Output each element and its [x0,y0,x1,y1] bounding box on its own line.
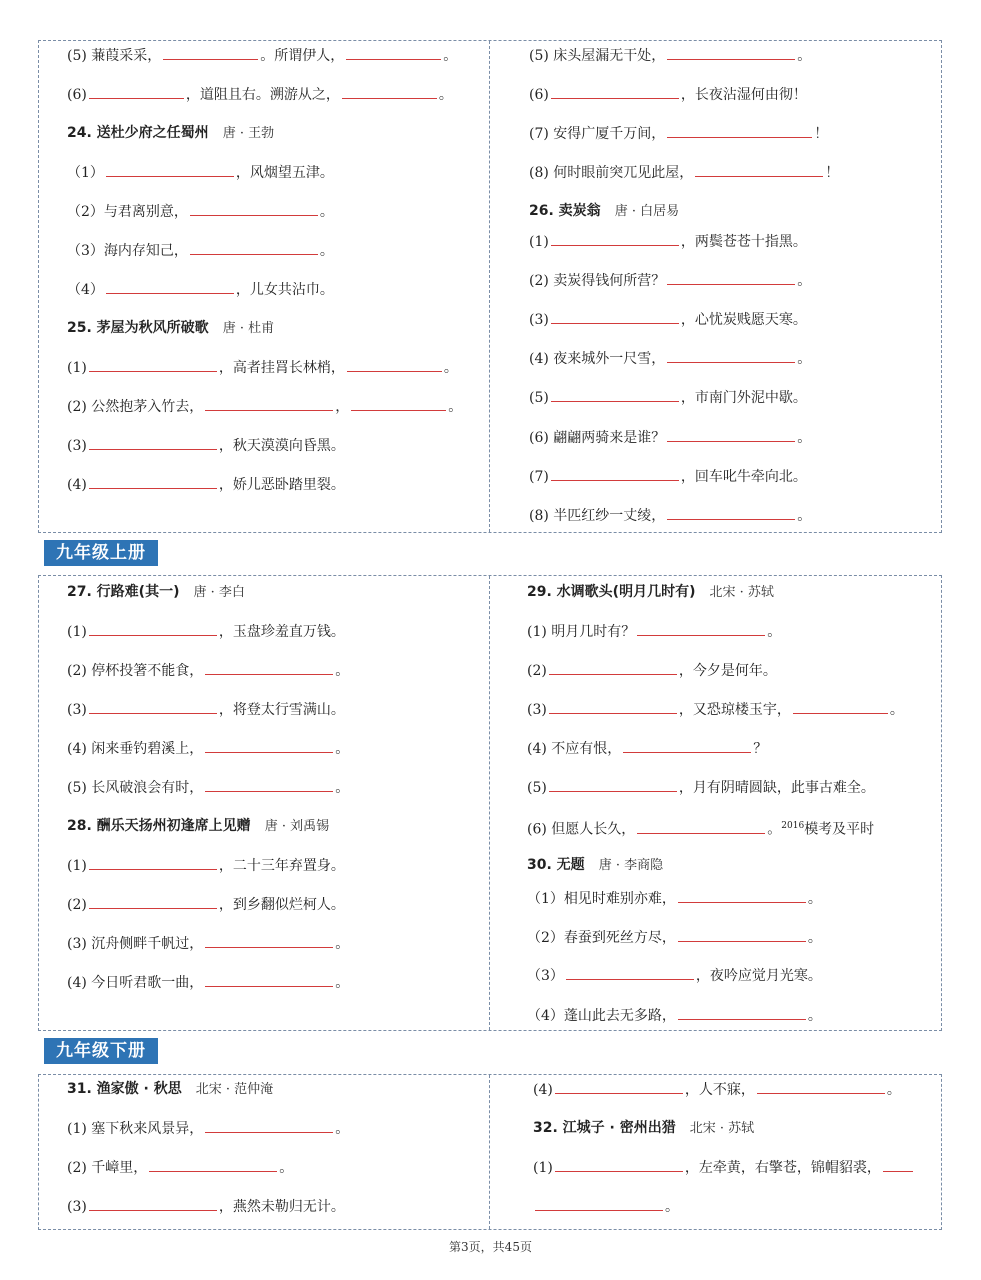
line-text: (2) 停杯投箸不能食， [67,663,204,679]
answer-blank[interactable] [89,855,217,870]
line-text: 。 [807,930,822,946]
line-text: ！ [825,165,840,181]
line-text: (1) 明月几时有？ [527,624,636,640]
fill-in-line [527,816,874,836]
poem-title-text: 26. 卖炭翁 [529,203,601,219]
fill-in-line [529,309,807,329]
column-divider [489,41,490,532]
line-text: (3) [529,312,549,328]
line-text: (4) [533,1082,553,1098]
line-text: 。 [886,1082,901,1098]
line-text: ，左牵黄，右擎苍，锦帽貂裘， [684,1160,881,1176]
poem-author: 唐 · 李白 [193,585,245,600]
column-divider [489,576,490,1030]
answer-blank[interactable] [637,621,765,636]
poem-author: 北宋 · 范仲淹 [195,1082,274,1097]
answer-blank[interactable] [667,505,795,520]
line-text: 。所谓伊人， [260,48,345,64]
line-text: ，又恐琼楼玉宇， [678,702,791,718]
line-text: 。 [335,936,350,952]
fill-in-line [67,474,345,494]
line-text: 。 [335,663,350,679]
poem-title [533,1118,754,1138]
line-text: 。 [767,624,782,640]
answer-blank[interactable] [190,240,318,255]
line-text: (1) 塞下秋来风景异， [67,1121,204,1137]
answer-blank[interactable] [89,474,217,489]
fill-in-line [529,505,811,525]
poem-author: 唐 · 王勃 [222,126,275,141]
line-text: (6) 翩翩两骑来是谁？ [529,430,666,446]
answer-blank[interactable] [89,894,217,909]
line-text: (6) [67,87,87,103]
fill-in-line [67,45,457,65]
answer-blank[interactable] [549,699,677,714]
answer-blank[interactable] [667,270,795,285]
line-text: (5) 长风破浪会有时， [67,780,204,796]
answer-blank[interactable] [190,201,318,216]
line-text: 。 [335,741,350,757]
fill-in-line [67,738,349,758]
line-text: (4) 夜来城外一尺雪， [529,351,666,367]
answer-blank[interactable] [555,1079,683,1094]
fill-in-line [67,894,345,914]
answer-blank[interactable] [637,819,765,834]
line-text: ，心忧炭贱愿天寒。 [680,312,807,328]
line-text: 。 [448,399,463,415]
poem-author: 北宋 · 苏轼 [689,1121,755,1136]
line-text: 模考及平时 [804,821,875,838]
fill-in-line [67,435,345,455]
answer-blank[interactable] [678,1005,806,1020]
line-text: (5) [527,780,547,796]
line-text: ，到乡翻似烂柯人。 [218,897,345,913]
answer-blank[interactable] [535,1196,663,1211]
fill-in-line [527,1005,822,1025]
poem-title-text: 25. 茅屋为秋风所破歌 [67,320,209,336]
line-text: （2）与君离别意， [67,204,188,220]
line-text: (4) 不应有恨， [527,741,622,757]
line-text: ，二十三年弃置身。 [218,858,345,874]
line-text: (5) 床头屋漏无干处， [529,48,666,64]
line-text: 。 [797,48,812,64]
line-text: ，人不寐， [684,1082,755,1098]
line-text: (3) [67,1199,87,1215]
fill-in-line [529,387,807,407]
answer-blank[interactable] [89,699,217,714]
line-text: （4）蓬山此去无多路， [527,1008,676,1024]
fill-in-line [527,777,875,797]
line-text: (2) 千嶂里， [67,1160,148,1176]
line-text: ，夜吟应觉月光寒。 [695,968,822,984]
fill-in-line [67,777,349,797]
fill-in-line [67,855,345,875]
fill-in-line [67,621,345,641]
fill-in-line [527,699,904,719]
poem-title-text: 30. 无题 [527,857,585,873]
poem-title [527,855,663,875]
line-text: (1) [67,624,87,640]
line-text: 。 [767,821,782,838]
column-divider [489,1075,490,1229]
line-text: （1）相见时难别亦难， [527,891,676,907]
fill-in-line [527,927,822,947]
answer-blank[interactable] [549,777,677,792]
fill-in-line [67,1118,349,1138]
line-text: (3) [67,702,87,718]
answer-blank[interactable] [89,357,217,372]
answer-blank[interactable] [551,231,679,246]
superscript-text: 2016 [781,821,805,831]
answer-blank[interactable] [623,738,751,753]
line-text: (4) 闲来垂钓碧溪上， [67,741,204,757]
line-text: ，回车叱牛牵向北。 [680,469,807,485]
answer-blank[interactable] [678,927,806,942]
poem-author: 唐 · 李商隐 [598,858,664,873]
line-text: (5) [529,390,549,406]
answer-blank[interactable] [667,45,795,60]
line-text: (1) [529,234,549,250]
line-text: ，道阻且右。溯游从之， [185,87,340,103]
line-text: 。 [443,48,458,64]
line-text: ，风烟望五津。 [235,165,334,181]
line-text: 。 [279,1160,294,1176]
line-text: 。 [335,975,350,991]
line-text: (6) 但愿人长久， [527,821,636,838]
line-text: 。 [438,87,453,103]
fill-in-line [527,660,777,680]
line-text: ，今夕是何年。 [678,663,777,679]
answer-blank[interactable] [89,435,217,450]
worksheet-box-2 [38,575,942,1031]
line-text: ？ [753,741,768,757]
poem-title [67,318,274,338]
poem-author: 唐 · 杜甫 [222,321,275,336]
answer-blank[interactable] [667,123,812,138]
answer-blank[interactable] [205,1118,333,1133]
poem-title-text: 29. 水调歌头(明月几时有) [527,584,696,600]
line-text: 。 [335,780,350,796]
line-text: ，两鬓苍苍十指黑。 [680,234,807,250]
line-text: ，市南门外泥中歇。 [680,390,807,406]
answer-blank[interactable] [106,162,234,177]
poem-title [67,1079,273,1099]
line-text: (2) 卖炭得钱何所营？ [529,273,666,289]
fill-in-line [529,466,807,486]
line-text: 。 [319,243,334,259]
line-text: ，儿女共沾巾。 [235,282,334,298]
answer-blank[interactable] [205,660,333,675]
line-text: 。 [797,430,812,446]
poem-author: 唐 · 白居易 [614,204,680,219]
answer-blank[interactable] [551,466,679,481]
line-text: ，将登太行雪满山。 [218,702,345,718]
line-text: 。 [319,204,334,220]
poem-title-text: 31. 渔家傲 · 秋思 [67,1081,182,1097]
answer-blank[interactable] [566,965,694,980]
poem-title-text: 28. 酬乐天扬州初逢席上见赠 [67,818,251,834]
fill-in-line [67,699,345,719]
line-text: (7) 安得广厦千万间， [529,126,666,142]
answer-blank[interactable] [555,1157,683,1172]
line-text: (7) [529,469,549,485]
answer-blank[interactable] [346,45,441,60]
line-text: 。 [443,360,458,376]
answer-blank[interactable] [89,1196,217,1211]
fill-in-line [533,1196,679,1216]
fill-in-line [67,933,349,953]
fill-in-line [67,1157,293,1177]
line-text: （3） [527,968,564,984]
answer-blank[interactable] [551,309,679,324]
answer-blank[interactable] [106,279,234,294]
poem-author: 唐 · 刘禹锡 [264,819,330,834]
fill-in-line [67,240,334,260]
fill-in-line [529,162,839,182]
fill-in-line [67,162,334,182]
line-text: (3) 沉舟侧畔千帆过， [67,936,204,952]
answer-blank[interactable] [163,45,258,60]
fill-in-line [527,888,822,908]
line-text: ，娇儿恶卧踏里裂。 [218,477,345,493]
fill-in-line [529,348,811,368]
answer-blank[interactable] [205,396,333,411]
line-text: ，月有阴晴圆缺，此事古难全。 [678,780,875,796]
line-text: (1) [67,360,87,376]
poem-title-text: 32. 江城子 · 密州出猎 [533,1120,676,1136]
page-footer: 第3页，共45页 [449,1240,532,1254]
line-text: 。 [797,508,812,524]
answer-blank[interactable] [678,888,806,903]
fill-in-line [533,1157,915,1177]
answer-blank[interactable] [793,699,888,714]
line-text: (1) [67,858,87,874]
section-header-grade9-vol1: 九年级上册 [44,540,158,566]
poem-title [529,201,679,221]
fill-in-line [527,738,767,758]
line-text: (3) [527,702,547,718]
fill-in-line [67,396,462,416]
answer-blank[interactable] [347,357,442,372]
line-text: 。 [665,1199,679,1215]
answer-blank[interactable] [549,660,677,675]
fill-in-line [527,621,781,641]
fill-in-line [529,123,828,143]
fill-in-line [67,1196,345,1216]
line-text: (5) 蒹葭采采， [67,48,162,64]
fill-in-line [529,45,811,65]
poem-title [67,123,274,143]
line-text: 。 [807,891,822,907]
line-text: ，玉盘珍羞直万钱。 [218,624,345,640]
answer-blank[interactable] [351,396,446,411]
line-text: （3）海内存知己， [67,243,188,259]
answer-blank[interactable] [149,1157,277,1172]
fill-in-line [67,972,349,992]
fill-in-line [529,270,811,290]
answer-blank[interactable] [205,738,333,753]
answer-blank[interactable] [883,1157,913,1172]
answer-blank[interactable] [342,84,437,99]
answer-blank[interactable] [667,427,795,442]
line-text: 。 [797,273,812,289]
line-text: 。 [335,1121,350,1137]
line-text: (4) 今日听君歌一曲， [67,975,204,991]
answer-blank[interactable] [757,1079,885,1094]
fill-in-line [67,357,458,377]
answer-blank[interactable] [551,387,679,402]
fill-in-line [529,231,807,251]
line-text: (8) 半匹红纱一丈绫， [529,508,666,524]
worksheet-box-3 [38,1074,942,1230]
poem-title [527,582,774,602]
fill-in-line [67,84,453,104]
poem-title-text: 24. 送杜少府之任蜀州 [67,125,209,141]
line-text: ，长夜沾湿何由彻！ [680,87,807,103]
poem-title [67,816,329,836]
line-text: (8) 何时眼前突兀见此屋， [529,165,694,181]
fill-in-line [67,279,334,299]
fill-in-line [527,965,822,985]
answer-blank[interactable] [695,162,823,177]
line-text: (3) [67,438,87,454]
line-text: 。 [807,1008,822,1024]
line-text: (2) [67,897,87,913]
line-text: (1) [533,1160,553,1176]
line-text: （1） [67,165,104,181]
line-text: (2) [527,663,547,679]
worksheet-box-1 [38,40,942,533]
line-text: ，秋天漠漠向昏黑。 [218,438,345,454]
answer-blank[interactable] [551,84,679,99]
line-text: ， [335,399,350,415]
answer-blank[interactable] [205,777,333,792]
answer-blank[interactable] [89,621,217,636]
line-text: 。 [889,702,904,718]
line-text: （2）春蚕到死丝方尽， [527,930,676,946]
line-text: ，高者挂罥长林梢， [218,360,345,376]
poem-title-text: 27. 行路难(其一) [67,584,180,600]
answer-blank[interactable] [89,84,184,99]
fill-in-line [533,1079,901,1099]
answer-blank[interactable] [667,348,795,363]
line-text: (2) 公然抱茅入竹去， [67,399,204,415]
answer-blank[interactable] [205,933,333,948]
line-text: 。 [797,351,812,367]
line-text: （4） [67,282,104,298]
poem-author: 北宋 · 苏轼 [709,585,774,600]
section-header-grade9-vol2: 九年级下册 [44,1038,158,1064]
line-text: (6) [529,87,549,103]
fill-in-line [529,84,807,104]
poem-title [67,582,245,602]
fill-in-line [67,201,334,221]
answer-blank[interactable] [205,972,333,987]
line-text: (4) [67,477,87,493]
line-text: ，燕然未勒归无计。 [218,1199,345,1215]
line-text: ！ [814,126,829,142]
fill-in-line [529,427,811,447]
fill-in-line [67,660,349,680]
